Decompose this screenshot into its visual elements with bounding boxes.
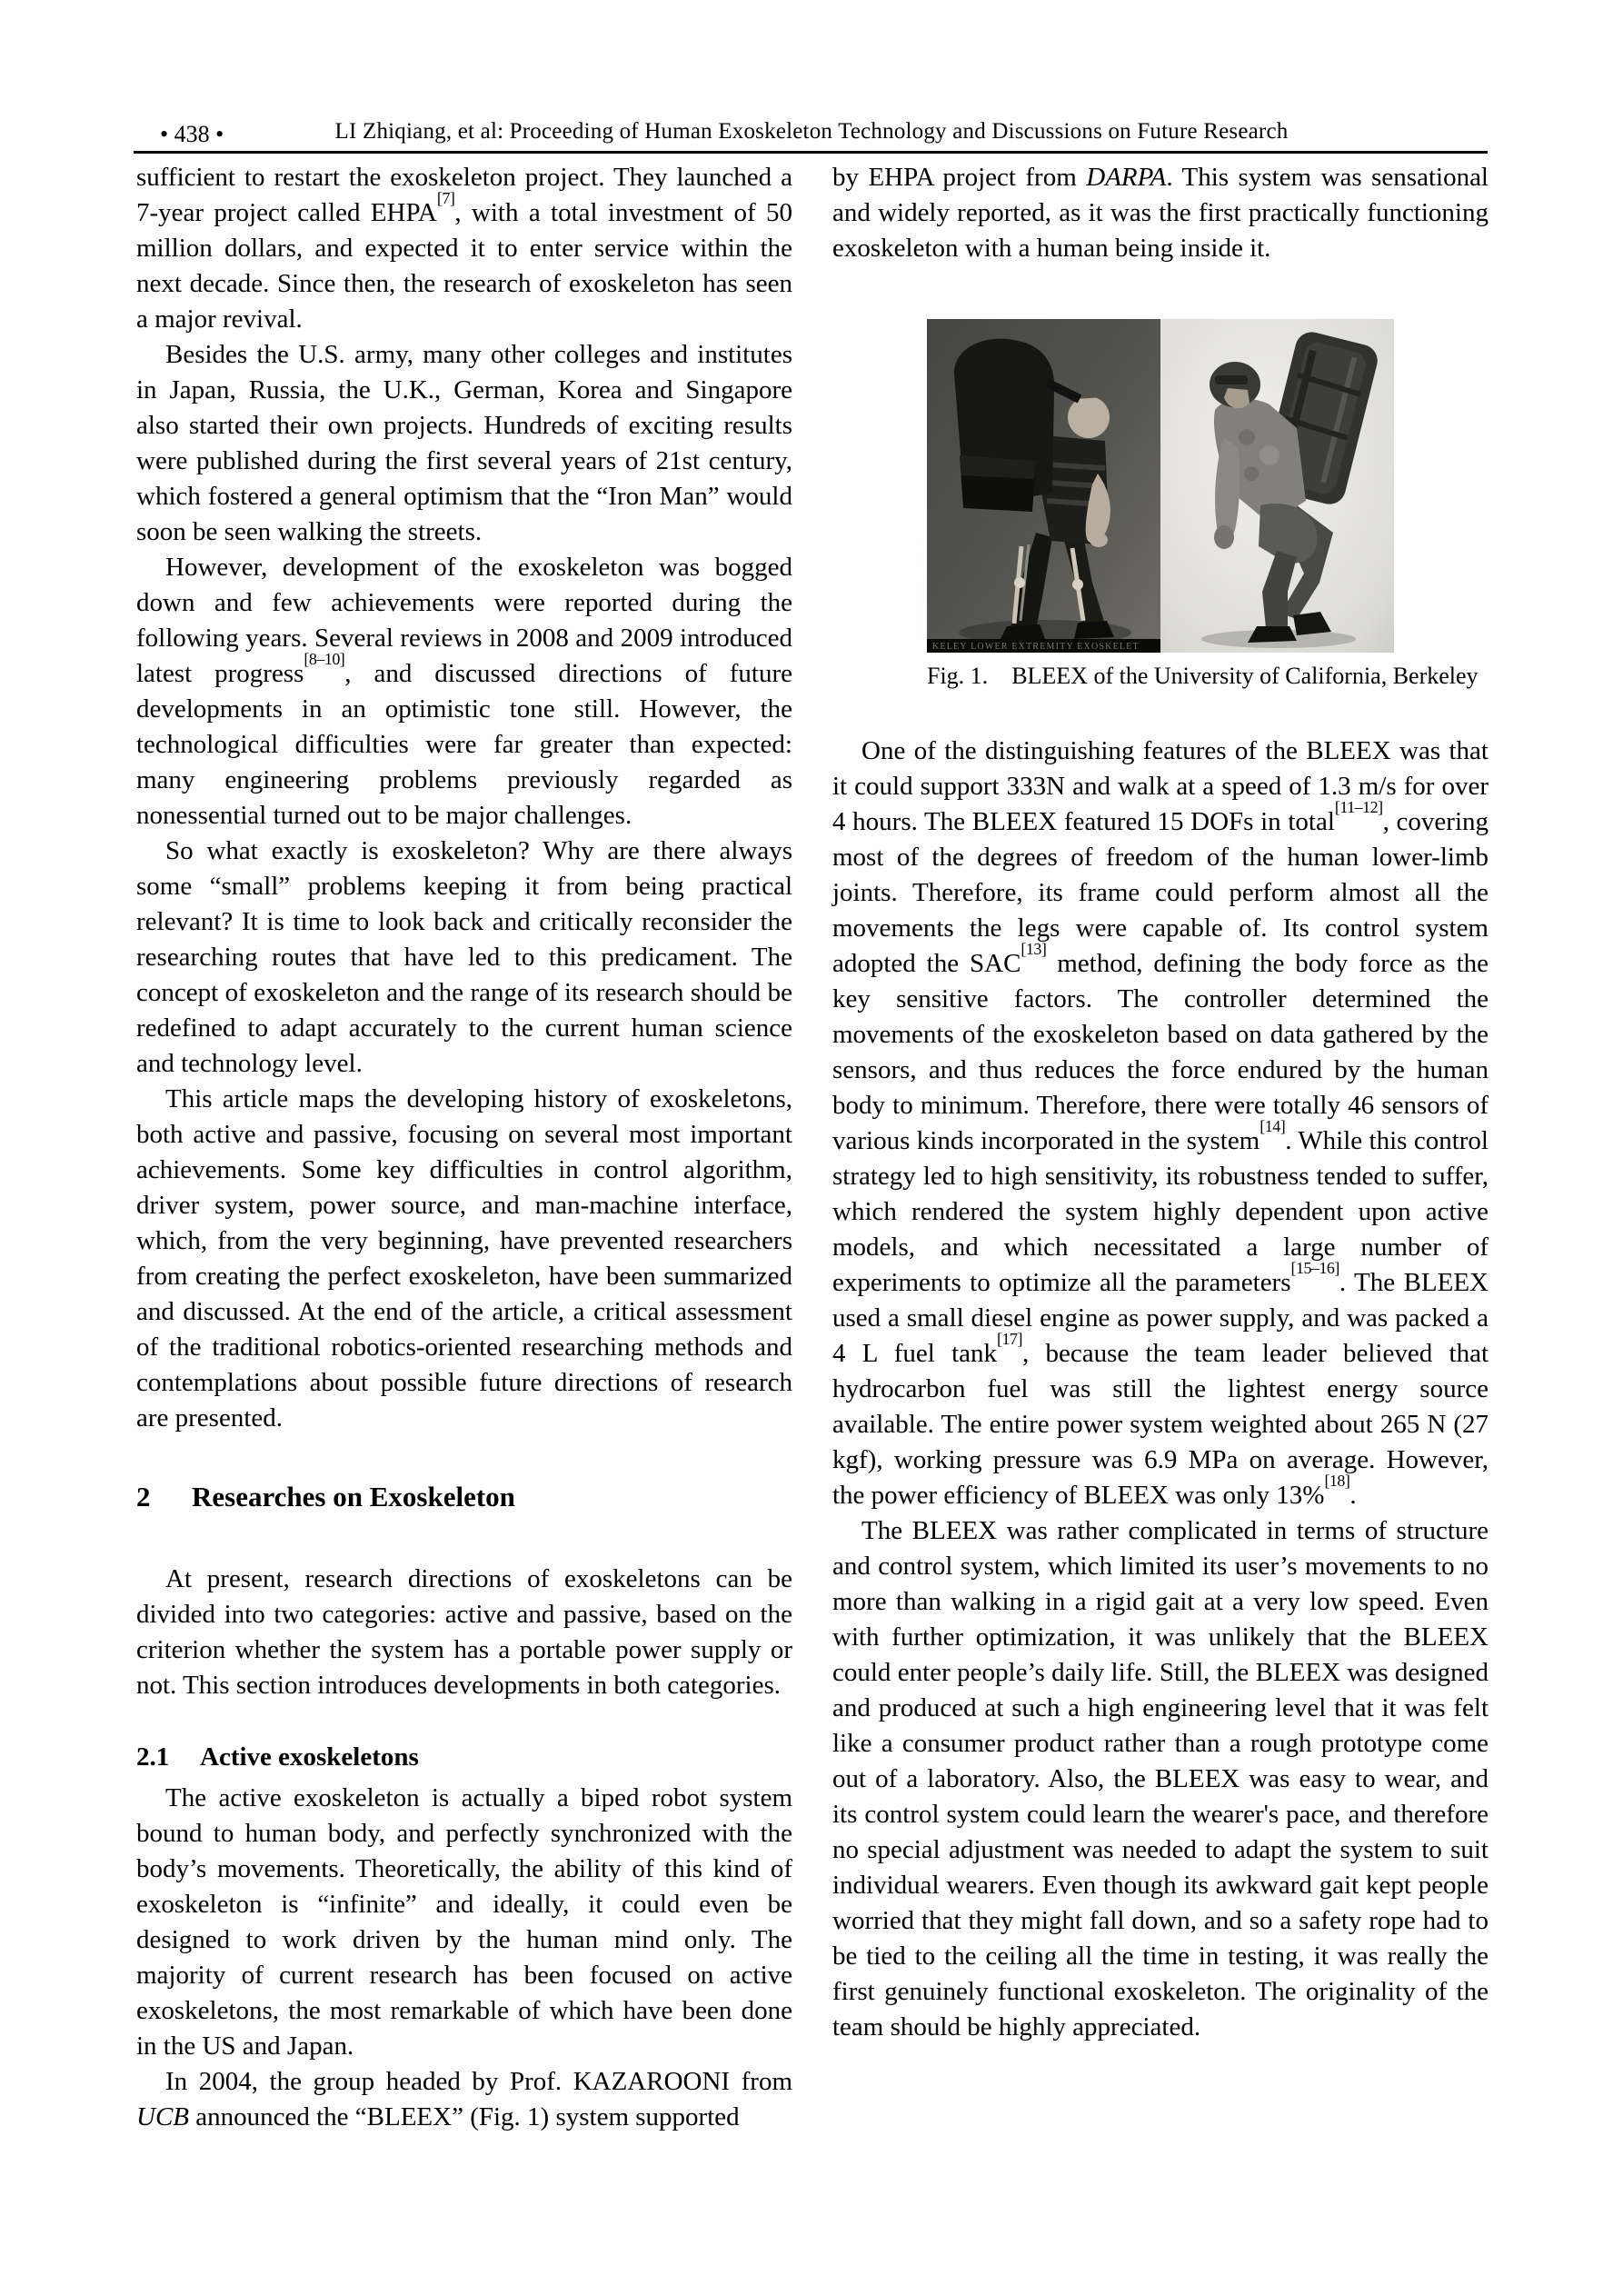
text-run: This article maps the developing history of exoskeletons, both active and passive, focusing on several most important achievements. Some key difficulties in control algorithm, driver system, power source, and man-machine interface, which, from the very beginning, have prevented researchers from creating the perfect exoskeleton, have been summarized and discussed. At the end of the article, a critical assessment of the traditional robotics-oriented researching methods and contemplations about possible future directions of research are presented. — [136, 1084, 792, 1433]
running-title: LI Zhiqiang, et al: Proceeding of Human Exoskeleton Technology and Discussions on Future Research — [334, 119, 1289, 144]
photo-overlay-text: KELEY LOWER EXTREMITY EXOSKELET — [932, 642, 1140, 652]
text-run: The BLEEX was rather complicated in terms of structure and control system, which limited its user’s movements to no more than walking in a rigid gait at a very low speed. Even with further optimization, it was unlikely that the BLEEX could enter people’s daily life. Still, the BLEEX was designed and produced at such a high engineering level that it was felt like a consumer product rather than a rough prototype come out of a laboratory. Also, the BLEEX was easy to wear, and its control system could learn the wearer's pace, and therefore no special adjustment was needed to adapt the system to suit individual wearers. Even though its awkward gait kept people worried that they might fall down, and so a safety rope had to be tied to the ceiling all the time in testing, it was really the first genuinely functional exoskeleton. The originality of the team should be highly appreciated. — [832, 1516, 1489, 2041]
text-run: method, defining the body force as the key sensitive factors. The controller determined the movements of the exoskeleton based on data gathered by the sensors, and thus reduces the force endured by the human body to minimum. Therefore, there were totally 46 sensors of various kinds incorporated in the system — [832, 949, 1489, 1155]
paragraph — [136, 550, 792, 834]
text-run: announced the “BLEEX” (Fig. 1) system supported — [189, 2102, 740, 2131]
subsection-heading — [136, 1740, 792, 1775]
text-run: At present, research directions of exoskeletons can be divided into two categories: active and passive, based on the criterion whether the system has a portable power supply or not. This section introduces developments in both categories. — [136, 1564, 792, 1700]
paragraph — [136, 834, 792, 1082]
left-column — [136, 160, 792, 2135]
citation-ref: [14] — [1260, 1116, 1286, 1135]
text-run: sufficient to restart the exoskeleton project. They launched a 7-year project called EHPA — [136, 163, 792, 227]
text-run: , and discussed directions of future developments in an optimistic tone still. However, the technological difficulties were far greater than expected: many engineering problems previously regarded as nonessential turned out to be major challenges. — [136, 659, 792, 830]
text-run: by EHPA project from — [832, 163, 1087, 192]
text-run: In 2004, the group headed by Prof. KAZAROONI from — [165, 2067, 792, 2096]
citation-ref: [17] — [997, 1329, 1022, 1348]
page-number: • 438 • — [160, 121, 224, 147]
paragraph — [136, 2064, 792, 2135]
paragraph — [832, 1513, 1489, 2045]
text-run: . — [1349, 1481, 1357, 1510]
citation-ref: [13] — [1021, 939, 1047, 958]
figure-caption — [927, 661, 1479, 691]
text-run: . While this control strategy led to high sensitivity, its robustness tended to suffer, which rendered the system highly dependent upon active models, and which necessitated a large number of experiments to optimize all the parameters — [832, 1126, 1489, 1297]
citation-ref: [18] — [1324, 1471, 1350, 1490]
paragraph — [136, 1082, 792, 1436]
paragraph — [136, 1781, 792, 2064]
paragraph — [136, 337, 792, 550]
bleex-photo-dark-icon — [927, 319, 1160, 653]
text-run: , covering most of the degrees of freedom of the human lower-limb joints. Therefore, its frame could perform almost all the movements the legs were capable of. Its control system adopted the SAC — [832, 807, 1489, 978]
text-run: Besides the U.S. army, many other colleges and institutes in Japan, Russia, the U.K., German, Korea and Singapore also started their own projects. Hundreds of exciting results were published during the first several years of 21st century, which fostered a general optimism that the “Iron Man” would soon be seen walking the streets. — [136, 340, 792, 546]
citation-ref: [15–16] — [1290, 1258, 1339, 1277]
section-number: 2.1 — [136, 1742, 170, 1772]
paragraph — [136, 160, 792, 337]
text-run: . The BLEEX used a small diesel engine as power supply, and was packed a 4 L fuel tank — [832, 1268, 1489, 1368]
figure-photos — [927, 319, 1394, 653]
citation-ref: [7] — [436, 188, 455, 207]
section-title: Researches on Exoskeleton — [192, 1481, 515, 1512]
two-column-body — [136, 160, 1489, 2135]
citation-ref: [8–10] — [304, 649, 345, 668]
paragraph — [832, 734, 1489, 1513]
header-rule — [134, 151, 1488, 154]
right-column — [832, 160, 1489, 2135]
figure-caption-label: Fig. 1. — [927, 663, 989, 689]
section-heading — [136, 1478, 792, 1516]
text-run: . This system was sensational and widely reported, as it was the first practically functioning exoskeleton with a human being inside it. — [832, 163, 1489, 263]
text-run: However, development of the exoskeleton was bogged down and few achievements were reported during the following years. Several reviews in 2008 and 2009 introduced latest progress — [136, 553, 792, 688]
text-run: The active exoskeleton is actually a biped robot system bound to human body, and perfectly synchronized with the body’s movements. Theoretically, the ability of this kind of exoskeleton is “infinite” and ideally, it could even be designed to work driven by the human mind only. The majority of current research has been focused on active exoskeletons, the most remarkable of which have been done in the US and Japan. — [136, 1783, 792, 2061]
citation-ref: [11–12] — [1334, 797, 1383, 816]
figure-caption-text: BLEEX of the University of California, Berkeley — [1011, 663, 1479, 689]
text-run: , because the team leader believed that hydrocarbon fuel was still the lightest energy source available. The entire power system weighted about 265 N (27 kgf), working pressure was 6.9 MPa on average. However, the power efficiency of BLEEX was only 13% — [832, 1339, 1489, 1510]
figure-1 — [927, 319, 1479, 691]
text-run: So what exactly is exoskeleton? Why are there always some “small” problems keeping it from being practical relevant? It is time to look back and critically reconsider the researching routes that have led to this predicament. The concept of exoskeleton and the range of its research should be redefined to adapt accurately to the current human science and technology level. — [136, 836, 792, 1078]
italic-text: UCB — [136, 2102, 189, 2131]
text-run: One of the distinguishing features of the BLEEX was that it could support 333N and walk at a speed of 1.3 m/s for over 4 hours. The BLEEX featured 15 DOFs in total — [832, 736, 1489, 836]
italic-text: DARPA — [1086, 163, 1167, 192]
right-column-top — [832, 160, 1489, 266]
right-column-bottom — [832, 734, 1489, 2045]
section-number: 2 — [136, 1481, 151, 1512]
section-title: Active exoskeletons — [200, 1742, 419, 1772]
text-run: , with a total investment of 50 million dollars, and expected it to enter service within the next decade. Since then, the research of exoskeleton has seen a major revival. — [136, 198, 793, 334]
paragraph — [832, 160, 1489, 266]
paragraph — [136, 1562, 792, 1703]
bleex-photo-light-icon — [1160, 319, 1394, 653]
